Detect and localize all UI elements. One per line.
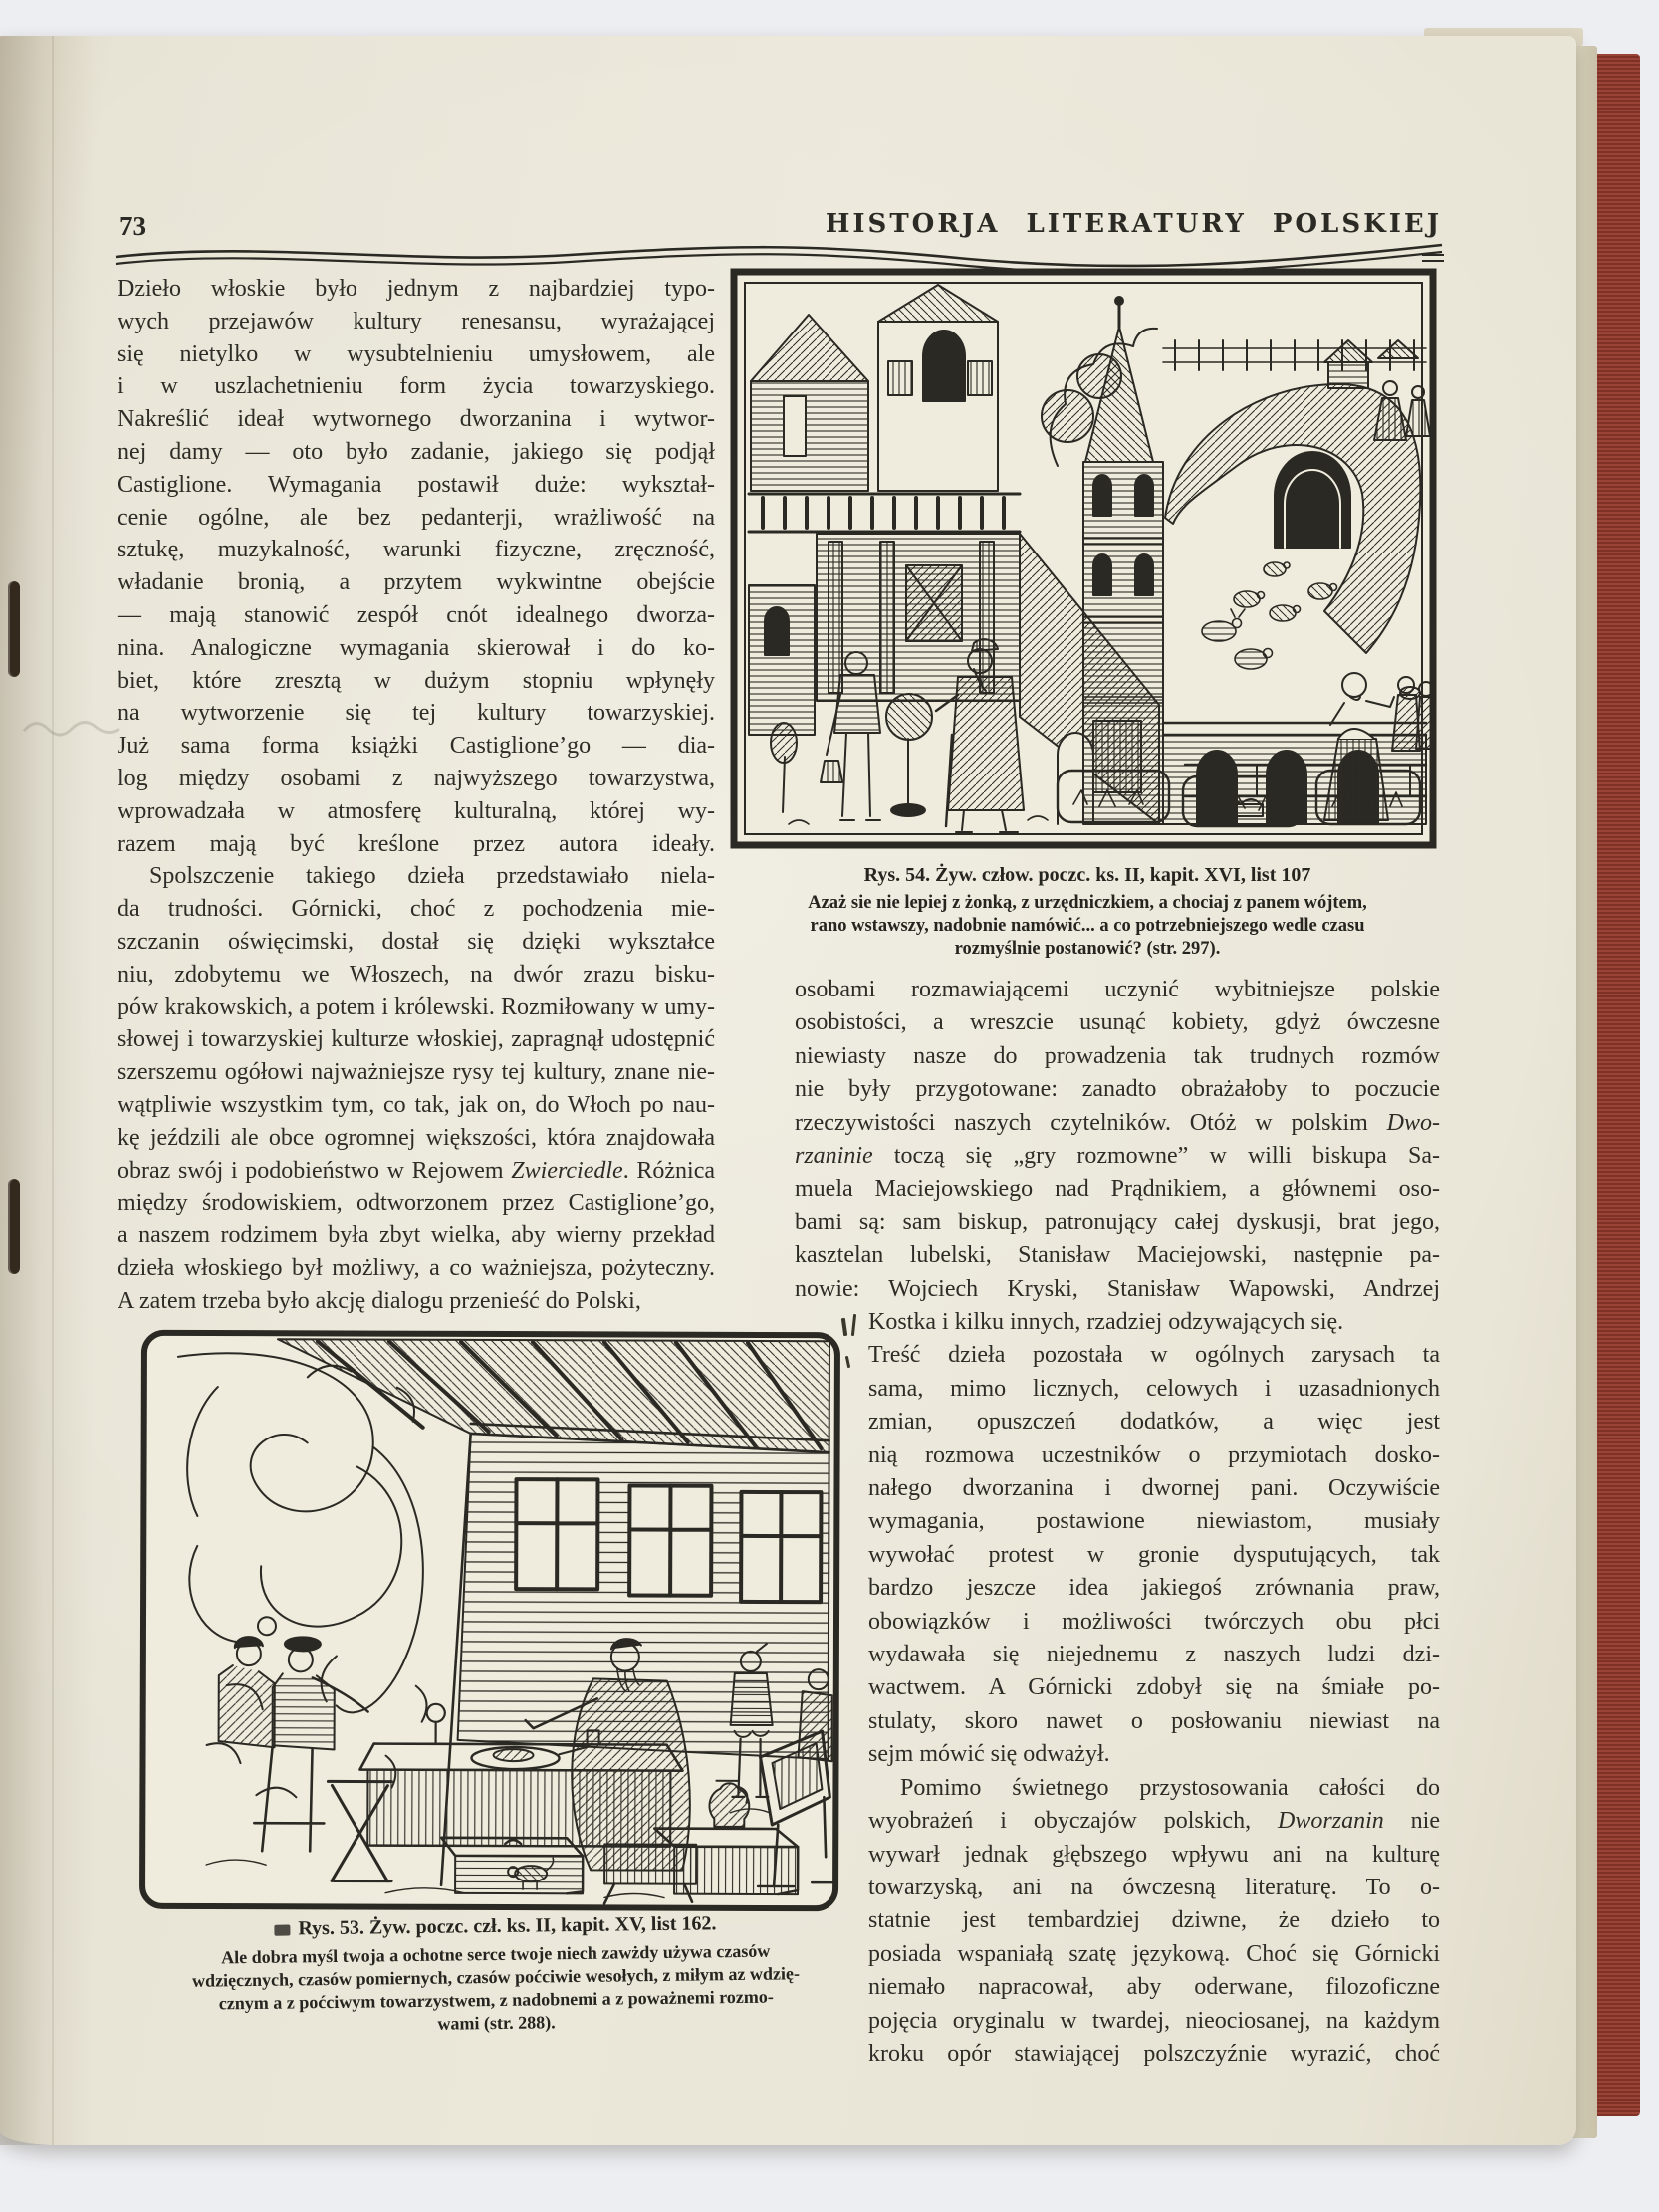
text-line: log między osobami z najwyższego towarzystwa, (118, 765, 715, 791)
text-line: bardzo jeszcze idea jakiegoś zrównania praw, (868, 1575, 1440, 1602)
text-line: statnie jest tembardziej dziwne, że dzieło to (868, 1907, 1440, 1934)
text-line: wątpliwie wszystkim tym, co tak, jak on, do Włoch po nau- (118, 1091, 715, 1118)
text-line: Już sama forma książki Castiglione’go — dia- (118, 733, 715, 760)
text-line: wywołać protest w gronie dysputujących, tak (868, 1541, 1440, 1568)
text-line: wymagania, postawione niewiastom, musiały (868, 1508, 1440, 1535)
text-line: osobistości, a wreszcie usunąć kobiety, gdyż ówczesne (795, 1009, 1440, 1036)
left-text-column (118, 273, 715, 1318)
text-line: razem mają być kreślone przez autora ideały. (118, 830, 715, 857)
binding-stitch (8, 1179, 20, 1274)
text-line: pów krakowskich, a potem i królewski. Rozmiłowany w umy- (118, 994, 715, 1020)
text-line: nałego dworzanina i dwornej pani. Oczywiście (868, 1475, 1440, 1502)
text-line: wprowadzała w atmosferę kulturalną, której wy- (118, 797, 715, 824)
text-line: wactwem. A Górnicki zdobył się na śmiałe po- (868, 1674, 1440, 1701)
right-text-column-upper (795, 974, 1440, 1306)
text-line: a naszem rodzimem była zbyt wielka, aby wierny przekład (118, 1222, 715, 1249)
text-line: i w uszlachetnieniu form życia towarzyskiego. (118, 373, 715, 400)
text-line: obraz swój i podobieństwo w Rejowem Zwierciedle. Różnica (118, 1157, 716, 1184)
woodcut-rys-54 (729, 267, 1440, 855)
text-line: obowiązków i możliwości twórczych obu płci (868, 1608, 1440, 1635)
text-line: sama, mimo licznych, celowych i uzasadnionych (868, 1375, 1440, 1402)
text-line: rano wstawszy, nadobnie namówić... a co potrzebniejszego wedle czasu (810, 916, 1365, 936)
text-line: — mają stanowić zespół cnót idealnego dworza- (118, 601, 715, 628)
text-line: na wytworzenie się tej kultury towarzyskiej. (118, 700, 715, 727)
text-line: pojęcia oryginalu w twardej, nieociosanej, na każdym (868, 2007, 1440, 2034)
text-line: towarzyską, ani na ówczesną literaturę. To o- (868, 1874, 1440, 1900)
text-line: niu, zdobytemu we Włoszech, na dwór zrazu bisku- (118, 961, 715, 988)
text-line: nie były przygotowane: zanadto obrażałoby to poczucie (795, 1076, 1440, 1103)
text-line: Nakreślić ideał wytwornego dworzanina i wytwor- (118, 406, 715, 433)
text-line: bami są: sam biskup, patronujący całej dyskusji, brat jego, (795, 1209, 1440, 1235)
right-text-column-lower (868, 1306, 1440, 2071)
text-line: posiada wspaniałą szatę językową. Choć się Górnicki (868, 1940, 1440, 1967)
book-page (0, 36, 1576, 2145)
text-line: cznym a z poćciwym towarzystwem, z nadobnemi a z poważnemi rozmo- (218, 1986, 774, 2014)
text-line: władanie bronią, a przytem wykwintne obejście (118, 569, 715, 596)
text-line: rozmyślnie postanowić? (str. 297). (954, 939, 1221, 959)
text-line: wdzięcznych, czasów pomiernych, czasów poćciwie wesołych, z miłym az wdzię- (191, 1963, 801, 1991)
figure-54-caption (739, 864, 1436, 961)
page-number: 73 (119, 211, 146, 241)
text-line: niewiasty nasze do prowadzenia tak trudnych rozmów (795, 1042, 1440, 1069)
text-line: wami (str. 288). (437, 2012, 556, 2034)
text-line: rzeczywistości naszych czytelników. Otóż w polskim Dwo- (795, 1109, 1440, 1136)
text-line: Kostka i kilku innych, rzadziej odzywających się. (868, 1309, 1344, 1335)
text-line: dzieła włoskiego był możliwy, a co ważniejsza, pożyteczny. (118, 1254, 715, 1281)
figure-53-label: Rys. 53. Żyw. poczc. czł. ks. II, kapit. XV, list 162. (146, 1911, 843, 1943)
text-line: wych przejawów kultury renesansu, wyrażającej (118, 308, 715, 334)
figure-54-quote (739, 892, 1436, 961)
text-line: nią rozmowa uczestników o przymiotach dosko- (868, 1441, 1440, 1468)
text-line: Treść dzieła pozostała w ogólnych zarysach ta (868, 1342, 1440, 1369)
text-line: osobami rozmawiającemi uczynić wybitniejsze polskie (795, 977, 1440, 1002)
text-line: biet, które zresztą w dużym stopniu wpłynęły (118, 667, 715, 694)
text-line: nina. Analogiczne wymagania skierował i do ko- (118, 634, 715, 661)
text-line: się nietylko w wysubtelnieniu umysłowem, ale (118, 340, 715, 367)
text-line: Dzieło włoskie było jednym z najbardziej typo- (118, 276, 715, 302)
text-line: nowie: Wojciech Kryski, Stanisław Wapowski, Andrzej (795, 1275, 1440, 1302)
text-line: wydawała się niejednemu z naszych ludzi dzi- (868, 1642, 1440, 1668)
ink-mark (845, 1356, 850, 1368)
text-line: stulaty, skoro nawet o posłowaniu niewiast na (868, 1707, 1440, 1734)
text-line: Ale dobra myśl twoja a ochotne serce twoje niech zawżdy używa czasów (221, 1940, 771, 1968)
text-line: cenie ogólne, ale bez pedanterji, wrażliwość na (118, 504, 715, 531)
text-line: wywarł jednak głębszego wpływu ani na kulturę (868, 1841, 1440, 1868)
text-line: szczanin oświęcimski, dostał się dzięki wykształce (118, 928, 715, 955)
text-line: sztukę, muzykalność, warunki fizyczne, zręczność, (118, 537, 715, 563)
text-line: Castiglione. Wymagania postawił duże: wykształ- (118, 471, 715, 498)
book-red-cover-strip (1592, 54, 1640, 2116)
text-line: Spolszczenie takiego dzieła przedstawiało niela- (149, 863, 715, 890)
ink-mark (851, 1314, 856, 1336)
figure-54-label: Rys. 54. Żyw. człow. poczc. ks. II, kapit. XVI, list 107 (863, 864, 1311, 886)
text-line: kroku opór stawiającej polszczyźnie wyrazić, choć (868, 2040, 1440, 2067)
text-line: Pomimo świetnego przystosowania całości do (900, 1774, 1440, 1801)
text-line: da trudności. Górnicki, choć z pochodzenia mie- (118, 896, 715, 923)
running-title: HISTORJA LITERATURY POLSKIEJ (825, 209, 1442, 239)
text-line: wyobrażeń i obyczajów polskich, Dworzanin nie (868, 1808, 1441, 1835)
text-line: zmian, opuszczeń dodatków, a więc jest (868, 1409, 1440, 1436)
text-line: szerszemu ogółowi najważniejsze rysy tej kultury, znane nie- (118, 1059, 715, 1086)
text-line: kę jeździli ale obce ogromnej większości, która znajdowała (118, 1124, 715, 1151)
text-line: słowej i towarzyskiej kulturze włoskiej, zapragnął udostępnić (118, 1026, 715, 1053)
gutter-shadow (0, 36, 95, 2145)
text-line: niemało napracował, aby oderwane, filozoficzne (868, 1974, 1440, 2001)
figure-53-caption (146, 1911, 844, 2040)
woodcut-rys-53 (136, 1327, 843, 1919)
text-line: między środowiskiem, odtworzonem przez Castiglione’go, (118, 1190, 715, 1217)
printer-ornament-icon (274, 1924, 290, 1935)
text-line: sejm mówić się odważył. (868, 1741, 1110, 1768)
text-line: A zatem trzeba było akcję dialogu przenieść do Polski, (118, 1287, 641, 1314)
text-line: nej damy — oto było zadanie, jakiego się podjął (118, 438, 715, 465)
text-line: kasztelan lubelski, Stanisław Maciejowski, następnie pa- (795, 1242, 1440, 1269)
text-line: rzaninie toczą się „gry rozmowne” w willi biskupa Sa- (795, 1143, 1440, 1170)
binding-stitch (8, 581, 20, 677)
figure-53-quote (147, 1939, 845, 2040)
gutter-fold-line (52, 36, 54, 2145)
text-line: muela Maciejowskiego nad Prądnikiem, a głównemi oso- (795, 1176, 1440, 1203)
text-line: Azaż sie nie lepiej z żonką, z urzędniczkiem, a chociaj z panem wójtem, (808, 893, 1367, 913)
